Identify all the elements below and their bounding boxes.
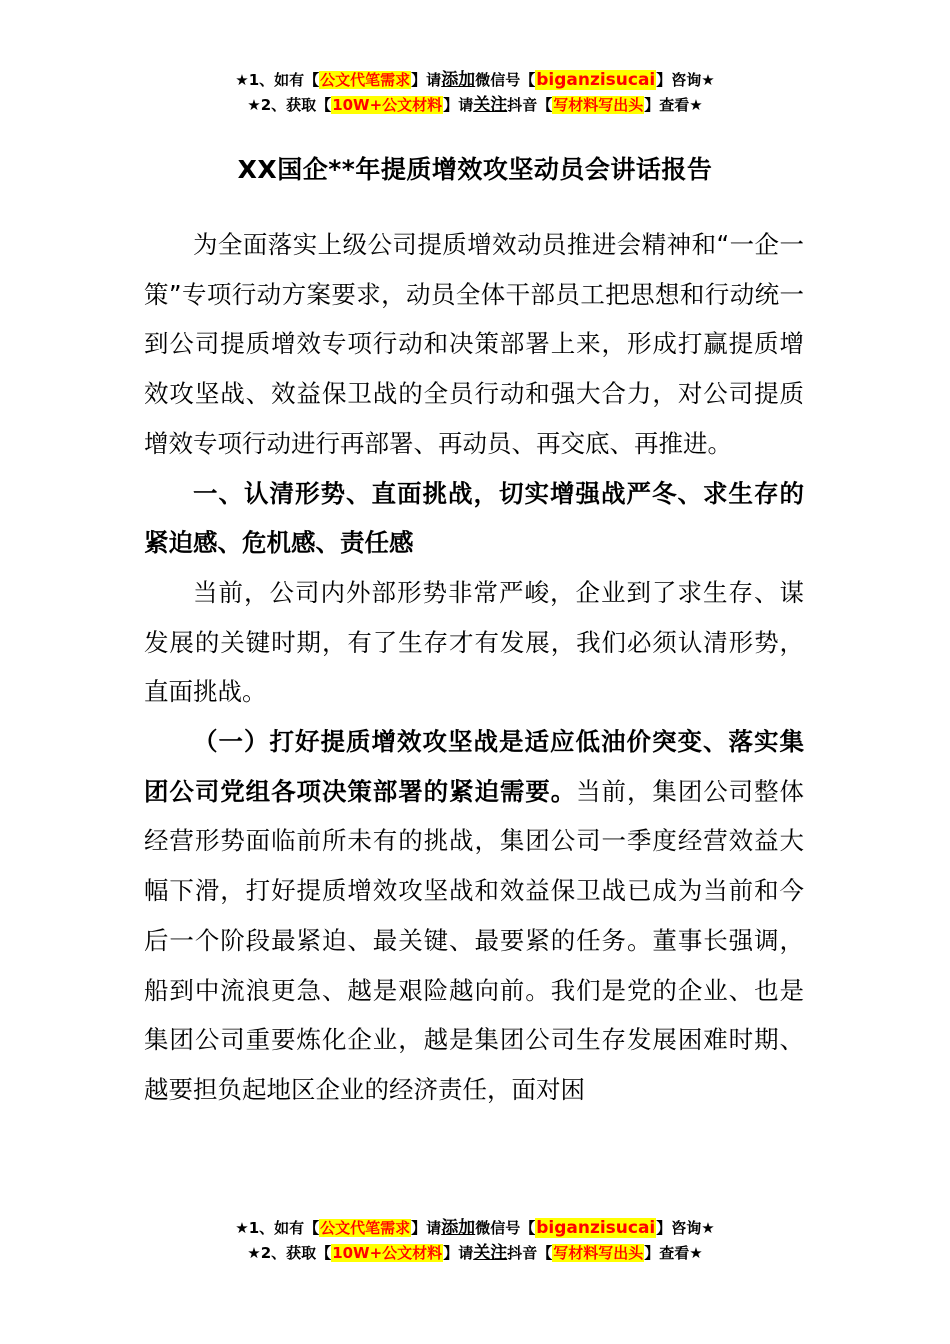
banner-text: ★2、获取【 [247, 1244, 332, 1262]
document-title: XX国企**年提质增效攻坚动员会讲话报告 [237, 155, 713, 184]
banner-text: 】请 [443, 96, 474, 114]
banner-wechat-id: biganzisucai [536, 70, 656, 90]
banner-text: 】咨询★ [656, 71, 715, 89]
banner-text: 】请 [443, 1244, 474, 1262]
banner-text: 】请 [411, 71, 442, 89]
banner-text: 抖音【 [507, 96, 553, 114]
header-banner [0, 68, 950, 118]
banner-text: 】查看★ [644, 96, 703, 114]
banner-highlight: 公文代笔需求 [320, 71, 411, 89]
banner-line-1 [0, 1216, 950, 1241]
paragraph [144, 717, 804, 1115]
banner-text: 微信号【 [475, 1219, 536, 1237]
section-heading: 一、认清形势、直面挑战，切实增强战严冬、求生存的紧迫感、危机感、责任感 [144, 478, 804, 558]
paragraph-text: 当前，集团公司整体经营形势面临前所未有的挑战，集团公司一季度经营效益大幅下滑，打好提质增效攻坚战和效益保卫战已成为当前和今后一个阶段最紧迫、最关键、最要紧的任务。董事长强调，船到中流浪更急、越是艰险越向前。我们是党的企业、也是集团公司重要炼化企业，越是集团公司生存发展困难时期、越要担负起地区企业的经济责任，面对困 [144, 776, 804, 1104]
banner-underline: 关注 [473, 1243, 508, 1263]
banner-wechat-id: biganzisucai [536, 1218, 656, 1238]
banner-text: 抖音【 [507, 1244, 553, 1262]
subsection-heading: （一）打好提质增效攻坚战是适应低油价突变、落实集团公司党组各项决策部署的紧迫需要。 [144, 727, 804, 806]
banner-line-2 [0, 1241, 950, 1266]
banner-text: ★1、如有【 [235, 1219, 320, 1237]
banner-line-1 [0, 68, 950, 93]
document-body [144, 220, 804, 1115]
banner-line-2 [0, 93, 950, 118]
footer-banner [0, 1216, 950, 1266]
banner-text: 微信号【 [475, 71, 536, 89]
banner-text: 】咨询★ [656, 1219, 715, 1237]
paragraph: 为全面落实上级公司提质增效动员推进会精神和“一企一策”专项行动方案要求，动员全体干部员工把思想和行动统一到公司提质增效专项行动和决策部署上来，形成打赢提质增效攻坚战、效益保卫战的全员行动和强大合力，对公司提质增效专项行动进行再部署、再动员、再交底、再推进。 [144, 230, 804, 458]
banner-text: ★2、获取【 [247, 96, 332, 114]
banner-highlight: 公文代笔需求 [320, 1219, 411, 1237]
banner-highlight: 写材料写出头 [553, 1244, 644, 1262]
banner-highlight: 10W+公文材料 [332, 96, 443, 114]
banner-text: ★1、如有【 [235, 71, 320, 89]
banner-highlight: 写材料写出头 [553, 96, 644, 114]
banner-underline: 添加 [441, 1218, 476, 1238]
paragraph: 当前，公司内外部形势非常严峻，企业到了求生存、谋发展的关键时期，有了生存才有发展，我们必须认清形势，直面挑战。 [144, 577, 804, 707]
banner-underline: 关注 [473, 95, 508, 115]
banner-underline: 添加 [441, 70, 476, 90]
banner-text: 】查看★ [644, 1244, 703, 1262]
banner-text: 】请 [411, 1219, 442, 1237]
banner-highlight: 10W+公文材料 [332, 1244, 443, 1262]
